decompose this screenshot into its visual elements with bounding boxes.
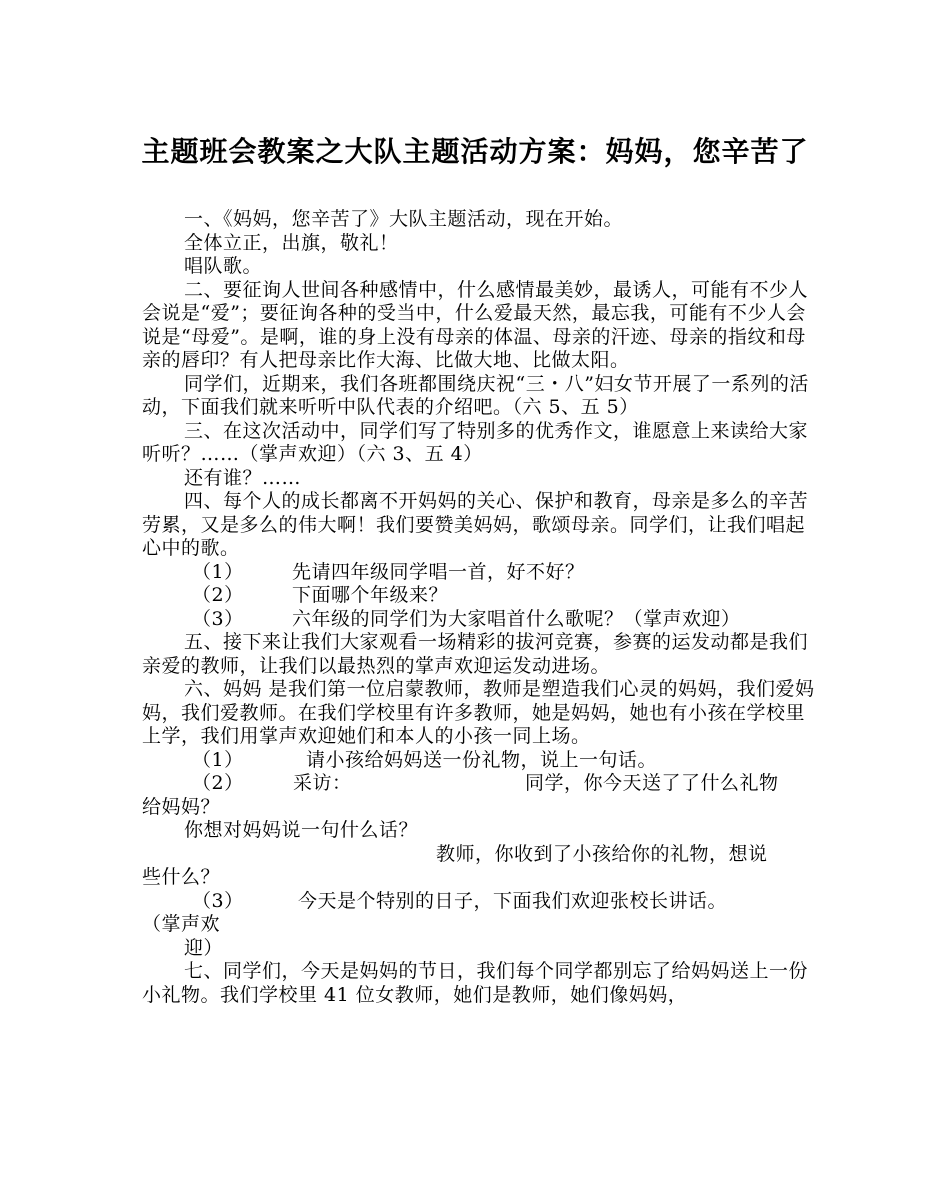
interview-question-student-cont: 给妈妈？ <box>142 795 221 818</box>
list-item-number: （2） <box>192 584 244 606</box>
list-item-text: 六年级的同学们为大家唱首什么歌呢？（掌声欢迎） <box>292 607 741 630</box>
list-item-number: （3） <box>192 889 244 912</box>
interview-question-student: 同学，你今天送了了什么礼物 <box>525 772 779 794</box>
list-item <box>142 608 822 632</box>
document-title: 主题班会教案之大队主题活动方案：妈妈，您辛苦了 <box>141 135 809 168</box>
interview-question-teacher-cont: 些什么？ <box>142 866 221 888</box>
list-item <box>142 772 822 796</box>
paragraph-section-7: 七、同学们，今天是妈妈的节日，我们每个同学都别忘了给妈妈送上一份小礼物。我们学校里 41 位女教师，她们是教师，她们像妈妈， <box>142 960 809 1006</box>
paragraph-section-5: 五、接下来让我们大家观看一场精彩的拔河竞赛，参赛的运发动都是我们亲爱的教师，让我们以最热烈的掌声欢迎运发动进场。 <box>142 631 809 677</box>
list-item-number: （3） <box>192 607 244 630</box>
document-body <box>142 208 822 1007</box>
paragraph-section-6: 六、妈妈 是我们第一位启蒙教师，教师是塑造我们心灵的妈妈，我们爱妈妈，我们爱教师。在我们学校里有许多教师，她是妈妈，她也有小孩在学校里上学，我们用掌声欢迎她们和本人的小孩一同上场。 <box>142 678 815 747</box>
interview-question-say: 你想对妈妈说一句什么话？ <box>184 819 419 841</box>
applause-note: （掌声欢 <box>142 913 221 935</box>
list-item <box>142 584 822 608</box>
paragraph-opening: 一、《妈妈，您辛苦了》大队主题活动，现在开始。 <box>184 208 624 230</box>
list-item-text: 先请四年级同学唱一首，好不好？ <box>292 560 585 583</box>
paragraph-section-2: 二、要征询人世间各种感情中，什么感情最美妙，最诱人，可能有不少人会说是“爱”；要征询各种的受当中，什么爱最天然，最忘我，可能有不少人会说是“母爱”。是啊，谁的身上没有母亲的体温、母亲的汗迹、母亲的指纹和母亲的唇印？有人把母亲比作大海、比做大地、比做太阳。 <box>142 278 809 371</box>
list-item-text: 下面哪个年级来？ <box>292 584 449 606</box>
paragraph-section-4: 四、每个人的成长都离不开妈妈的关心、保护和教育，母亲是多么的辛苦劳累，又是多么的伟大啊！我们要赞美妈妈，歌颂母亲。同学们，让我们唱起心中的歌。 <box>142 490 809 559</box>
interview-question-teacher: 教师，你收到了小孩给你的礼物，想说 <box>436 842 768 865</box>
list-item <box>142 749 822 773</box>
paragraph-section-3: 三、在这次活动中，同学们写了特别多的优秀作文，谁愿意上来读给大家听听？……（掌声欢迎）（六 3、五 4） <box>142 419 809 465</box>
paragraph-team-song: 唱队歌。 <box>184 255 263 277</box>
interview-label: 采访： <box>293 772 352 794</box>
list-item-number: （1） <box>192 560 244 583</box>
paragraph-anyone-else: 还有谁？…… <box>184 466 302 489</box>
list-item-number: （1） <box>192 748 244 771</box>
applause-note-cont: 迎） <box>184 936 224 959</box>
paragraph-flag-salute: 全体立正，出旗，敬礼！ <box>184 231 399 254</box>
list-item <box>142 561 822 585</box>
list-item-text: 今天是个特别的日子，下面我们欢迎张校长讲话。 <box>298 889 728 912</box>
list-item-number: （2） <box>192 772 244 794</box>
paragraph-class-reports: 同学们，近期来，我们各班都围绕庆祝“三・八”妇女节开展了一系列的活动，下面我们就来听听中队代表的介绍吧。（六 5、五 5） <box>142 372 809 418</box>
list-item-text: 请小孩给妈妈送一份礼物，说上一句话。 <box>306 748 658 771</box>
list-item <box>142 890 822 914</box>
